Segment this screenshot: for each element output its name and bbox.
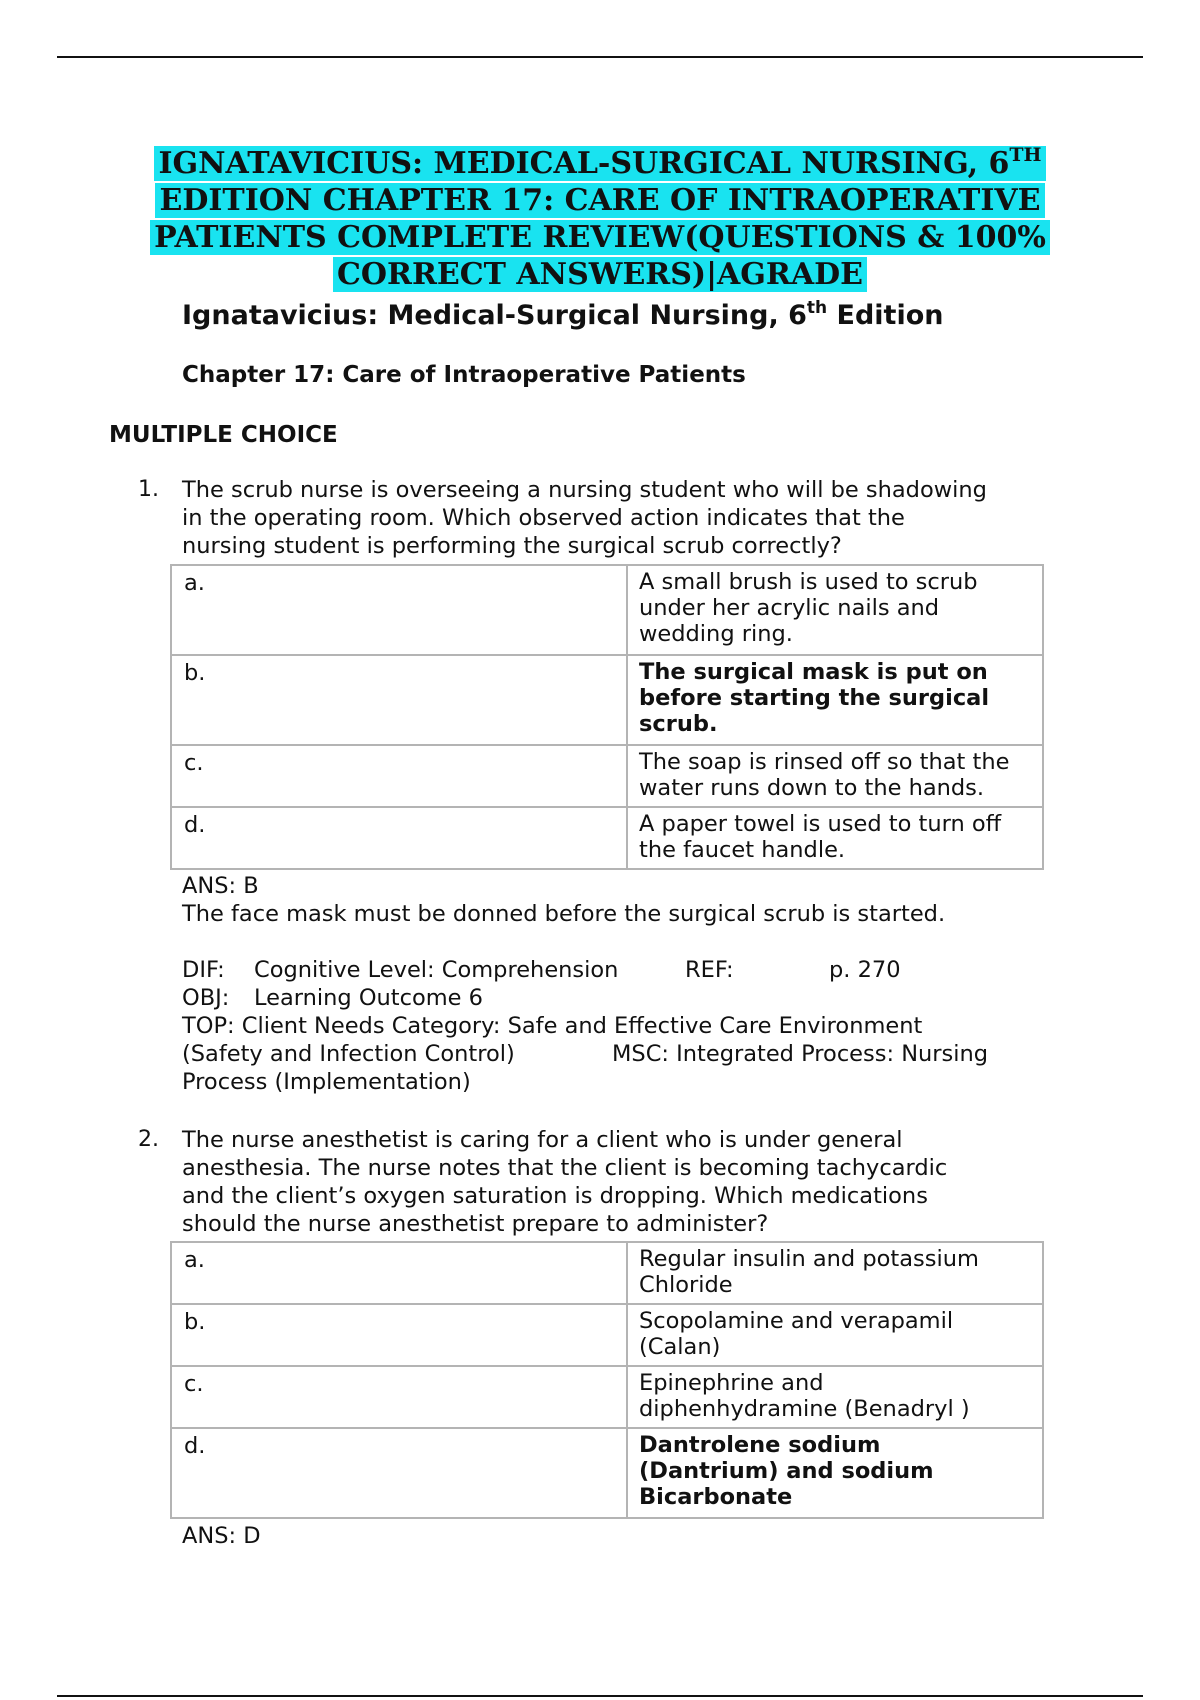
dif-value: Cognitive Level: Comprehension [254, 957, 619, 983]
option-line: The surgical mask is put on [639, 659, 988, 685]
section-title: MULTIPLE CHOICE [109, 422, 338, 448]
option-text [627, 807, 1043, 869]
option-row-d [171, 1428, 1043, 1518]
title-line: EDITION CHAPTER 17: CARE OF INTRAOPERATIVE [159, 183, 1041, 218]
book-title [182, 300, 943, 331]
option-line: scrub. [639, 711, 718, 737]
answer-key: ANS: D [182, 1523, 261, 1549]
question-stem [182, 1126, 1058, 1238]
option-line: The soap is rinsed off so that the [639, 749, 1010, 775]
option-letter: a. [171, 1242, 627, 1304]
book-title-end: Edition [827, 300, 944, 331]
stem-line: anesthesia. The nurse notes that the client is becoming tachycardic [182, 1155, 948, 1181]
option-row-d [171, 807, 1043, 869]
option-row-a [171, 1242, 1043, 1304]
ref-label: REF: [685, 957, 734, 983]
top-category-cont: (Safety and Infection Control) [182, 1041, 515, 1067]
obj-label: OBJ: [182, 985, 230, 1011]
option-line: A paper towel is used to turn off [639, 811, 1002, 837]
title-line: PATIENTS COMPLETE REVIEW(QUESTIONS & 100% [154, 220, 1046, 255]
option-letter: a. [171, 565, 627, 655]
option-line: Chloride [639, 1272, 733, 1298]
title-highlight [150, 146, 1050, 292]
stem-line: should the nurse anesthetist prepare to administer? [182, 1211, 769, 1237]
option-row-b [171, 1304, 1043, 1366]
dif-label: DIF: [182, 957, 225, 983]
document-title [100, 145, 1100, 293]
option-line: under her acrylic nails and [639, 595, 940, 621]
option-letter: c. [171, 1366, 627, 1428]
correct-option-text [627, 1428, 1043, 1518]
msc-category-cont: Process (Implementation) [182, 1069, 471, 1095]
option-text [627, 745, 1043, 807]
title-superscript: TH [1009, 144, 1042, 166]
title-line: CORRECT ANSWERS)|AGRADE [337, 257, 863, 292]
chapter-title: Chapter 17: Care of Intraoperative Patients [182, 362, 746, 388]
option-row-c [171, 1366, 1043, 1428]
options-table-2 [170, 1241, 1044, 1519]
bottom-rule [57, 1695, 1143, 1697]
stem-line: and the client’s oxygen saturation is dropping. Which medications [182, 1183, 928, 1209]
option-text [627, 1304, 1043, 1366]
option-line: before starting the surgical [639, 685, 990, 711]
stem-line: nursing student is performing the surgical scrub correctly? [182, 533, 842, 559]
book-title-text: Ignatavicius: Medical-Surgical Nursing, 6 [182, 300, 807, 331]
top-rule [57, 56, 1143, 58]
book-title-superscript: th [806, 298, 828, 318]
option-line: A small brush is used to scrub [639, 569, 978, 595]
question-number: 2. [138, 1127, 159, 1152]
option-line: water runs down to the hands. [639, 775, 985, 801]
option-line: the faucet handle. [639, 837, 846, 863]
option-line: diphenhydramine (Benadryl ) [639, 1396, 970, 1422]
option-text [627, 565, 1043, 655]
stem-line: The nurse anesthetist is caring for a client who is under general [182, 1127, 903, 1153]
answer-key: ANS: B [182, 873, 259, 899]
stem-line: in the operating room. Which observed action indicates that the [182, 505, 905, 531]
option-letter: b. [171, 655, 627, 745]
msc-category: MSC: Integrated Process: Nursing [612, 1041, 989, 1067]
title-line: IGNATAVICIUS: MEDICAL-SURGICAL NURSING, 6 [158, 146, 1010, 181]
option-line: Epinephrine and [639, 1370, 824, 1396]
option-line: wedding ring. [639, 621, 793, 647]
option-line: Bicarbonate [639, 1484, 793, 1510]
option-text [627, 1242, 1043, 1304]
option-line: Scopolamine and verapamil [639, 1308, 954, 1334]
option-row-b [171, 655, 1043, 745]
question-1 [138, 476, 1058, 560]
option-line: Regular insulin and potassium [639, 1246, 979, 1272]
stem-line: The scrub nurse is overseeing a nursing student who will be shadowing [182, 477, 987, 503]
options-table-1 [170, 564, 1044, 870]
question-stem [182, 476, 1058, 560]
option-letter: c. [171, 745, 627, 807]
option-line: (Calan) [639, 1334, 721, 1360]
option-letter: d. [171, 807, 627, 869]
question-2 [138, 1126, 1058, 1238]
option-line: (Dantrium) and sodium [639, 1458, 934, 1484]
option-text [627, 1366, 1043, 1428]
option-row-c [171, 745, 1043, 807]
correct-option-text [627, 655, 1043, 745]
option-line: Dantrolene sodium [639, 1432, 881, 1458]
ref-value: p. 270 [829, 957, 901, 983]
option-letter: d. [171, 1428, 627, 1518]
question-number: 1. [138, 477, 159, 502]
option-row-a [171, 565, 1043, 655]
top-category: TOP: Client Needs Category: Safe and Effective Care Environment [182, 1013, 923, 1039]
obj-value: Learning Outcome 6 [254, 985, 483, 1011]
option-letter: b. [171, 1304, 627, 1366]
rationale: The face mask must be donned before the surgical scrub is started. [182, 901, 946, 927]
